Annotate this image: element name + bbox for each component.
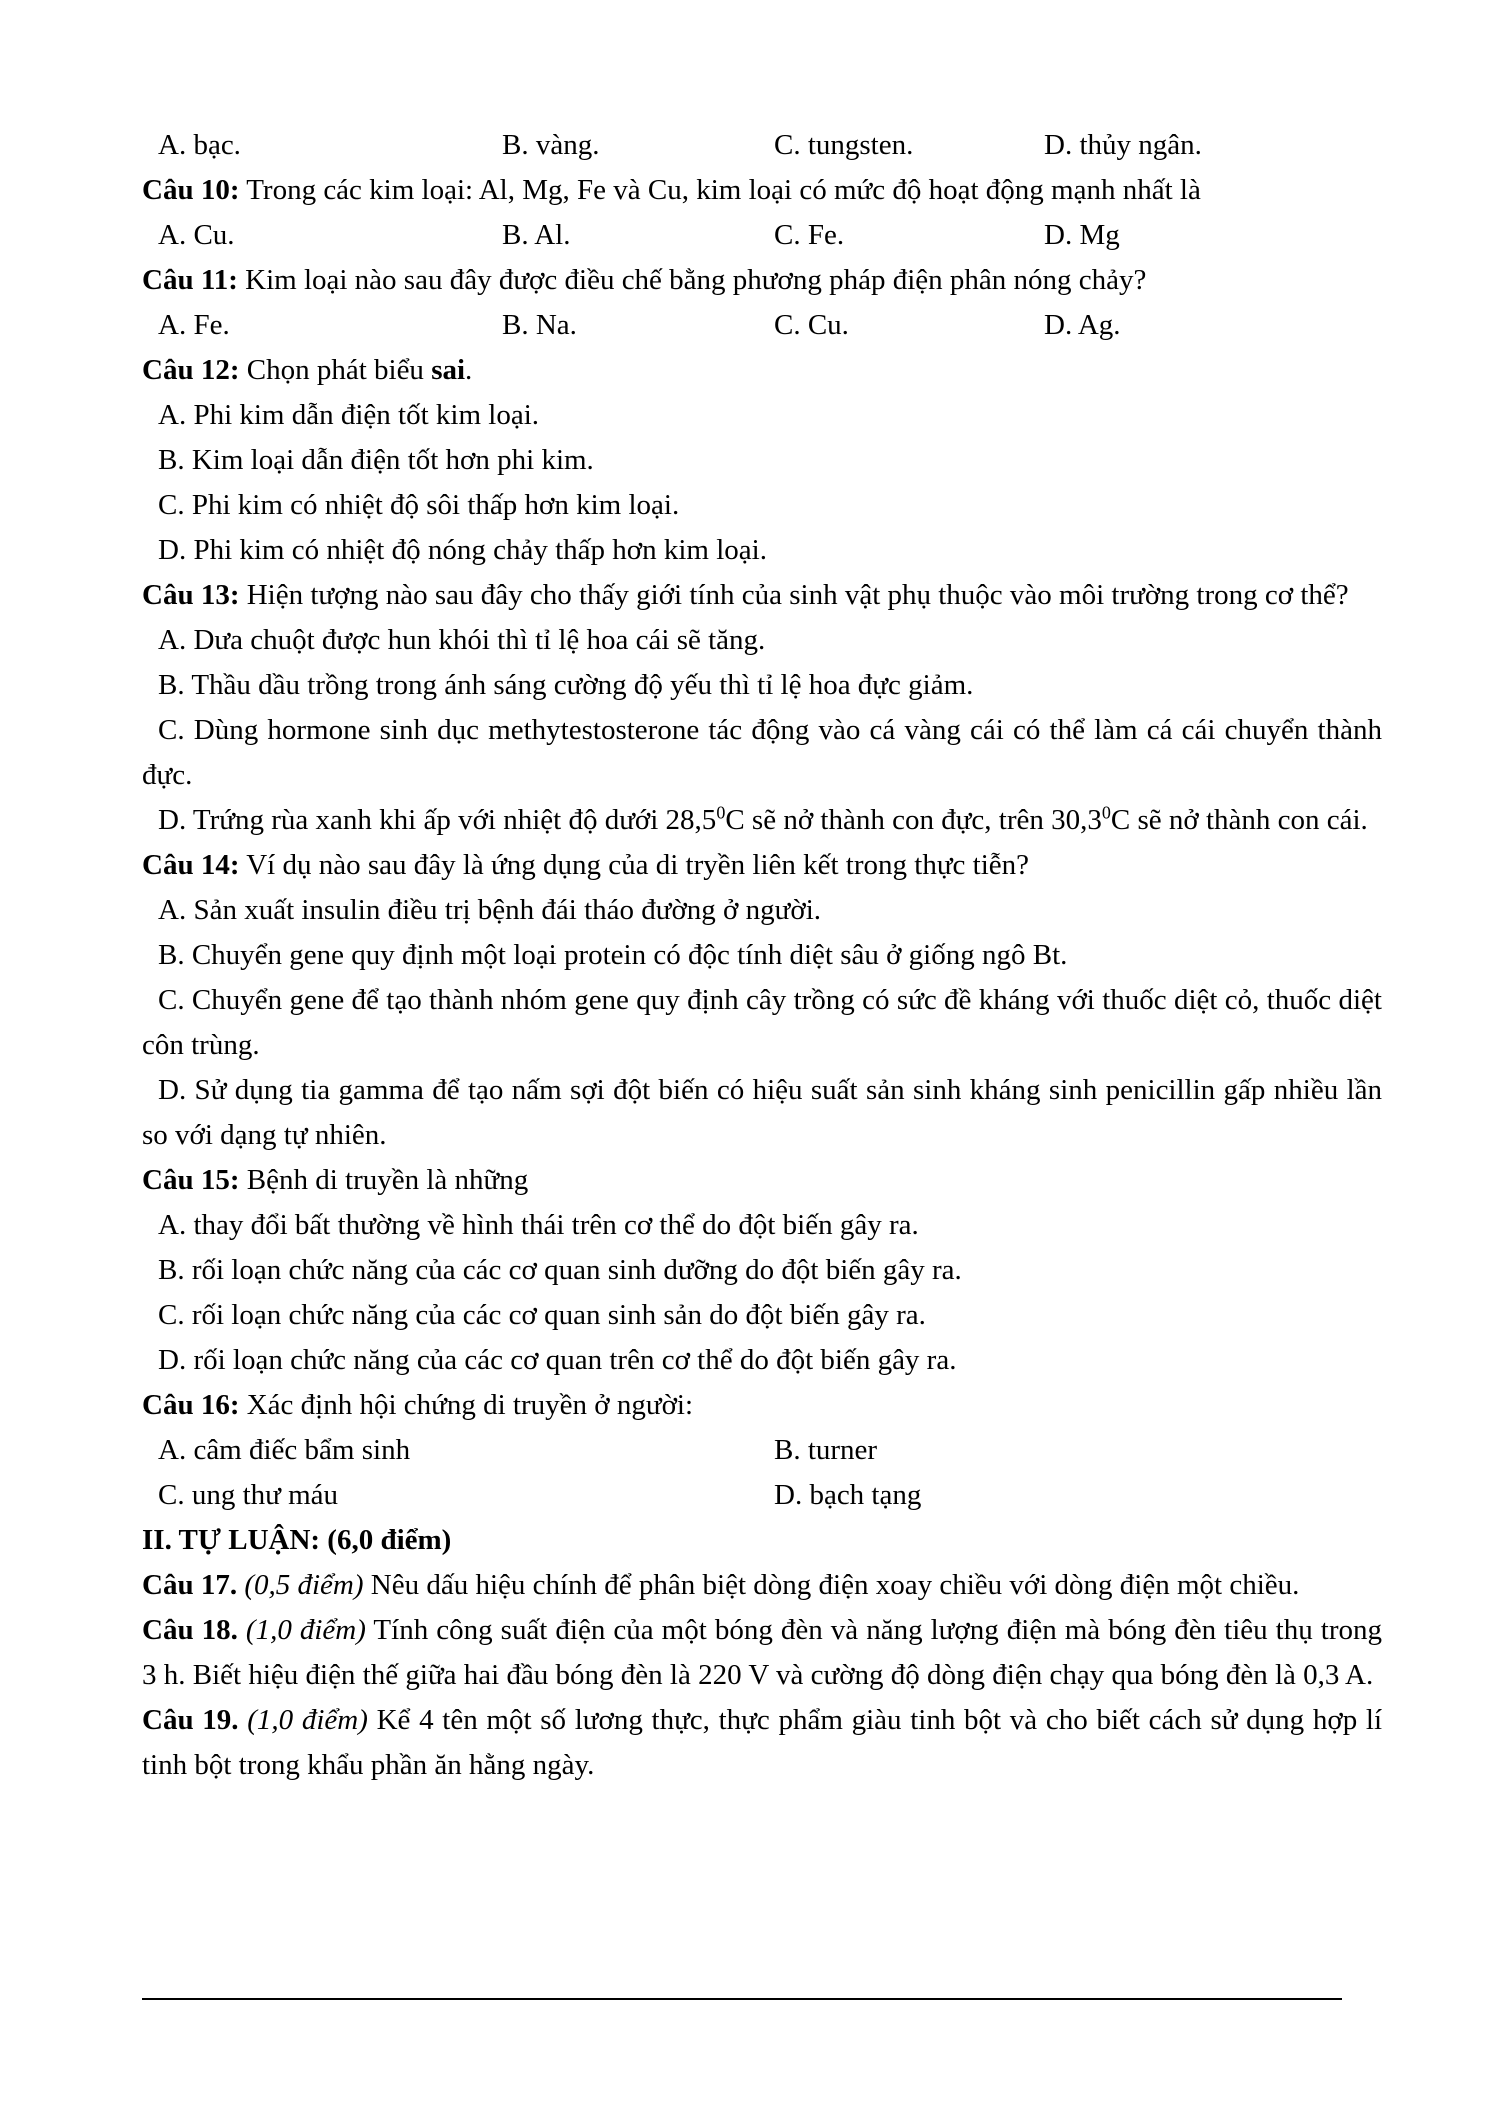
q12-option-c: C. Phi kim có nhiệt độ sôi thấp hơn kim loại.: [158, 489, 680, 521]
q14-option-c: C. Chuyển gene để tạo thành nhóm gene quy định cây trồng có sức đề kháng với thuốc diệt cỏ, thuốc diệt côn trùng.: [142, 984, 1382, 1061]
q10-option-b: B. Al.: [502, 219, 571, 251]
q16-label: Câu 16:: [142, 1389, 240, 1421]
q15-option-a: A. thay đổi bất thường về hình thái trên cơ thể do đột biến gây ra.: [158, 1209, 919, 1241]
q13-label: Câu 13:: [142, 579, 240, 611]
q10-option-a: A. Cu.: [158, 219, 235, 251]
q10-option-d: D. Mg: [1044, 219, 1120, 251]
q11-label: Câu 11:: [142, 264, 238, 296]
q12-option-b: B. Kim loại dẫn điện tốt hơn phi kim.: [158, 444, 594, 476]
q15-option-d: D. rối loạn chức năng của các cơ quan trên cơ thể do đột biến gây ra.: [158, 1344, 957, 1376]
q10-options: [142, 213, 1382, 258]
q13-option-d-part3: C sẽ nở thành con cái.: [1110, 804, 1368, 836]
q10-option-c: C. Fe.: [774, 219, 845, 251]
q10-stem: [142, 168, 1382, 213]
q9-option-a: A. bạc.: [158, 129, 241, 161]
q16-stem: [142, 1383, 1382, 1428]
q15-option-c: C. rối loạn chức năng của các cơ quan sinh sản do đột biến gây ra.: [158, 1299, 926, 1331]
q19: [142, 1698, 1382, 1788]
q16-options-row2: [142, 1473, 1382, 1518]
q19-label: Câu 19.: [142, 1704, 239, 1736]
q14-label: Câu 14:: [142, 849, 240, 881]
q17-label: Câu 17.: [142, 1569, 238, 1601]
q15-text: Bệnh di truyền là những: [239, 1164, 529, 1196]
q18-points: (1,0 điểm): [245, 1614, 366, 1646]
q9-option-b: B. vàng.: [502, 129, 600, 161]
q11-option-c: C. Cu.: [774, 309, 849, 341]
q14-text: Ví dụ nào sau đây là ứng dụng của di tryền liên kết trong thực tiễn?: [239, 849, 1030, 881]
bottom-divider: [142, 1998, 1342, 2000]
q16-option-c: C. ung thư máu: [158, 1479, 339, 1511]
q11-option-b: B. Na.: [502, 309, 577, 341]
q13-option-b: B. Thầu dầu trồng trong ánh sáng cường độ yếu thì tỉ lệ hoa đực giảm.: [158, 669, 974, 701]
q9-options: [142, 123, 1382, 168]
q13-option-c: C. Dùng hormone sinh dục methytestosterone tác động vào cá vàng cái có thể làm cá cái chuyển thành đực.: [142, 714, 1382, 791]
q11-stem: [142, 258, 1382, 303]
q18: [142, 1608, 1382, 1698]
q12-text: Chọn phát biểu: [239, 354, 432, 386]
q17-points: (0,5 điểm): [244, 1569, 364, 1601]
q9-option-d: D. thủy ngân.: [1044, 129, 1202, 161]
q13-option-d-degree1: 0: [716, 802, 726, 823]
q9-option-c: C. tungsten.: [774, 129, 914, 161]
q12-end: .: [465, 354, 473, 386]
q18-label: Câu 18.: [142, 1614, 238, 1646]
q12-option-a: A. Phi kim dẫn điện tốt kim loại.: [158, 399, 540, 431]
section-2-heading: [142, 1518, 1382, 1563]
q11-text: Kim loại nào sau đây được điều chế bằng phương pháp điện phân nóng chảy?: [237, 264, 1147, 296]
q11-option-a: A. Fe.: [158, 309, 230, 341]
q10-text: Trong các kim loại: Al, Mg, Fe và Cu, kim loại có mức độ hoạt động mạnh nhất là: [239, 174, 1201, 206]
q16-option-b: B. turner: [774, 1434, 878, 1466]
section-2-title: II. TỰ LUẬN: (6,0 điểm): [142, 1524, 452, 1556]
q15-option-b: B. rối loạn chức năng của các cơ quan sinh dưỡng do đột biến gây ra.: [158, 1254, 962, 1286]
q19-text: Kể 4 tên một số lương thực, thực phẩm giàu tinh bột và cho biết cách sử dụng hợp lí tinh bột trong khẩu phần ăn hằng ngày.: [142, 1704, 1383, 1781]
q13-stem: [142, 573, 1382, 618]
q14-option-b: B. Chuyển gene quy định một loại protein có độc tính diệt sâu ở giống ngô Bt.: [158, 939, 1068, 971]
q16-option-d: D. bạch tạng: [774, 1479, 922, 1511]
q16-text: Xác định hội chứng di truyền ở người:: [239, 1389, 694, 1421]
q11-option-d: D. Ag.: [1044, 309, 1121, 341]
q12-stem: [142, 348, 1382, 393]
q16-option-a: A. câm điếc bẩm sinh: [158, 1434, 411, 1466]
q10-label: Câu 10:: [142, 174, 240, 206]
q11-options: [142, 303, 1382, 348]
q14-stem: [142, 843, 1382, 888]
q13-option-d-part2: C sẽ nở thành con đực, trên 30,3: [725, 804, 1102, 836]
q17: [142, 1563, 1382, 1608]
q12-label: Câu 12:: [142, 354, 240, 386]
q15-label: Câu 15:: [142, 1164, 240, 1196]
q16-options-row1: [142, 1428, 1382, 1473]
q13-option-d-degree2: 0: [1101, 802, 1111, 823]
q13-option-d: [142, 798, 1382, 843]
q14-option-d: D. Sử dụng tia gamma để tạo nấm sợi đột biến có hiệu suất sản sinh kháng sinh penicillin gấp nhiều lần so với dạng tự nhiên.: [142, 1074, 1382, 1151]
q12-bold-word: sai: [431, 354, 466, 386]
q17-text: Nêu dấu hiệu chính để phân biệt dòng điện xoay chiều với dòng điện một chiều.: [363, 1569, 1300, 1601]
q13-option-d-part1: D. Trứng rùa xanh khi ấp với nhiệt độ dưới 28,5: [158, 804, 717, 836]
q18-text: Tính công suất điện của một bóng đèn và năng lượng điện mà bóng đèn tiêu thụ trong 3 h. Biết hiệu điện thế giữa hai đầu bóng đèn là 220 V và cường độ dòng điện chạy qua bóng đèn là 0,3 A.: [142, 1614, 1383, 1691]
q15-stem: [142, 1158, 1382, 1203]
q13-text: Hiện tượng nào sau đây cho thấy giới tính của sinh vật phụ thuộc vào môi trường trong cơ thể?: [239, 579, 1349, 611]
q13-option-a: A. Dưa chuột được hun khói thì tỉ lệ hoa cái sẽ tăng.: [158, 624, 766, 656]
exam-content: [142, 123, 1382, 1788]
q19-points: (1,0 điểm): [247, 1704, 368, 1736]
q12-option-d: D. Phi kim có nhiệt độ nóng chảy thấp hơn kim loại.: [158, 534, 767, 566]
q14-option-a: A. Sản xuất insulin điều trị bệnh đái tháo đường ở người.: [158, 894, 822, 926]
